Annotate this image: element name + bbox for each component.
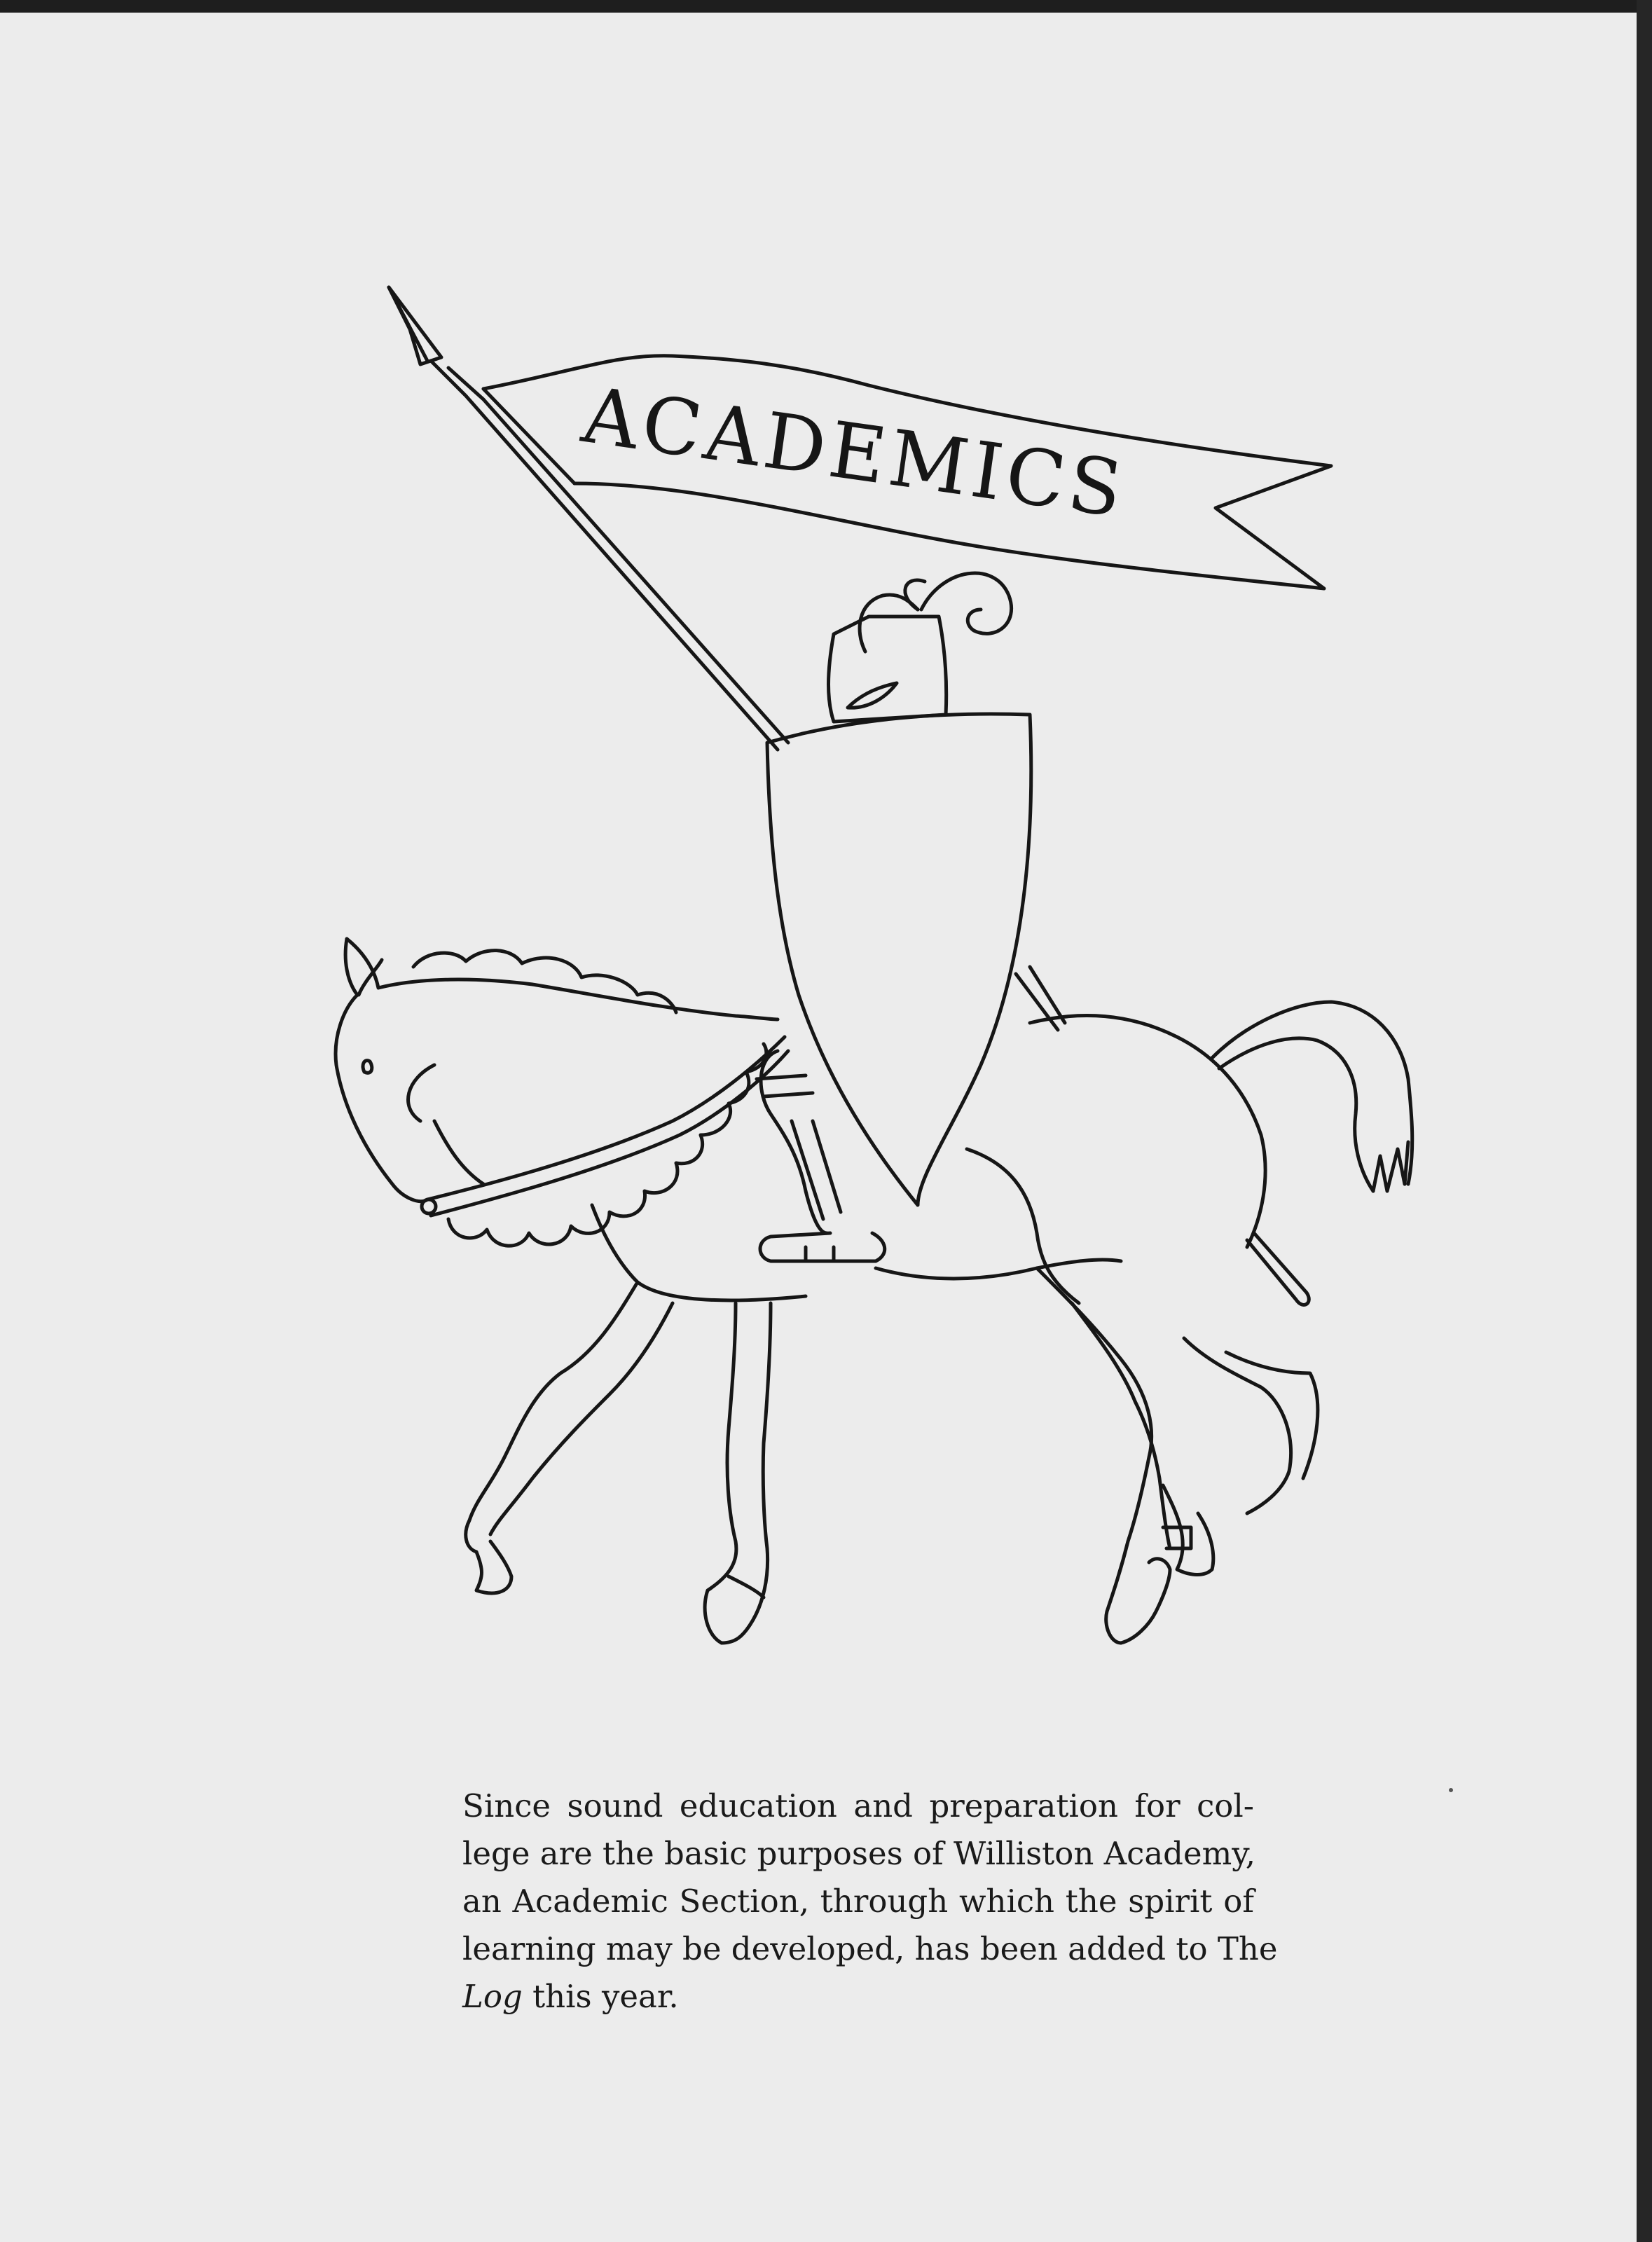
caption-last-line [462, 1973, 1254, 2021]
caption-italic-word: Log [462, 1978, 523, 2015]
knight-leg [757, 1051, 885, 1261]
banner-title: ACADEMICS [577, 370, 1132, 535]
scan-speck [1449, 1788, 1453, 1792]
caption-paragraph [462, 1782, 1278, 2021]
caption-line: Since sound education and preparation for col- [462, 1787, 1254, 1824]
scan-right-border [1637, 0, 1652, 2242]
horse [336, 939, 1412, 1643]
caption-line: lege are the basic purposes of Williston Academy, [462, 1835, 1256, 1872]
caption-line: learning may be developed, has been added to The [462, 1930, 1278, 1967]
knight-helmet [829, 573, 1012, 722]
caption-line: an Academic Section, through which the spirit of [462, 1883, 1254, 1920]
caption-last-line-rest: this year. [522, 1978, 679, 2015]
knight-shield [767, 714, 1031, 1205]
